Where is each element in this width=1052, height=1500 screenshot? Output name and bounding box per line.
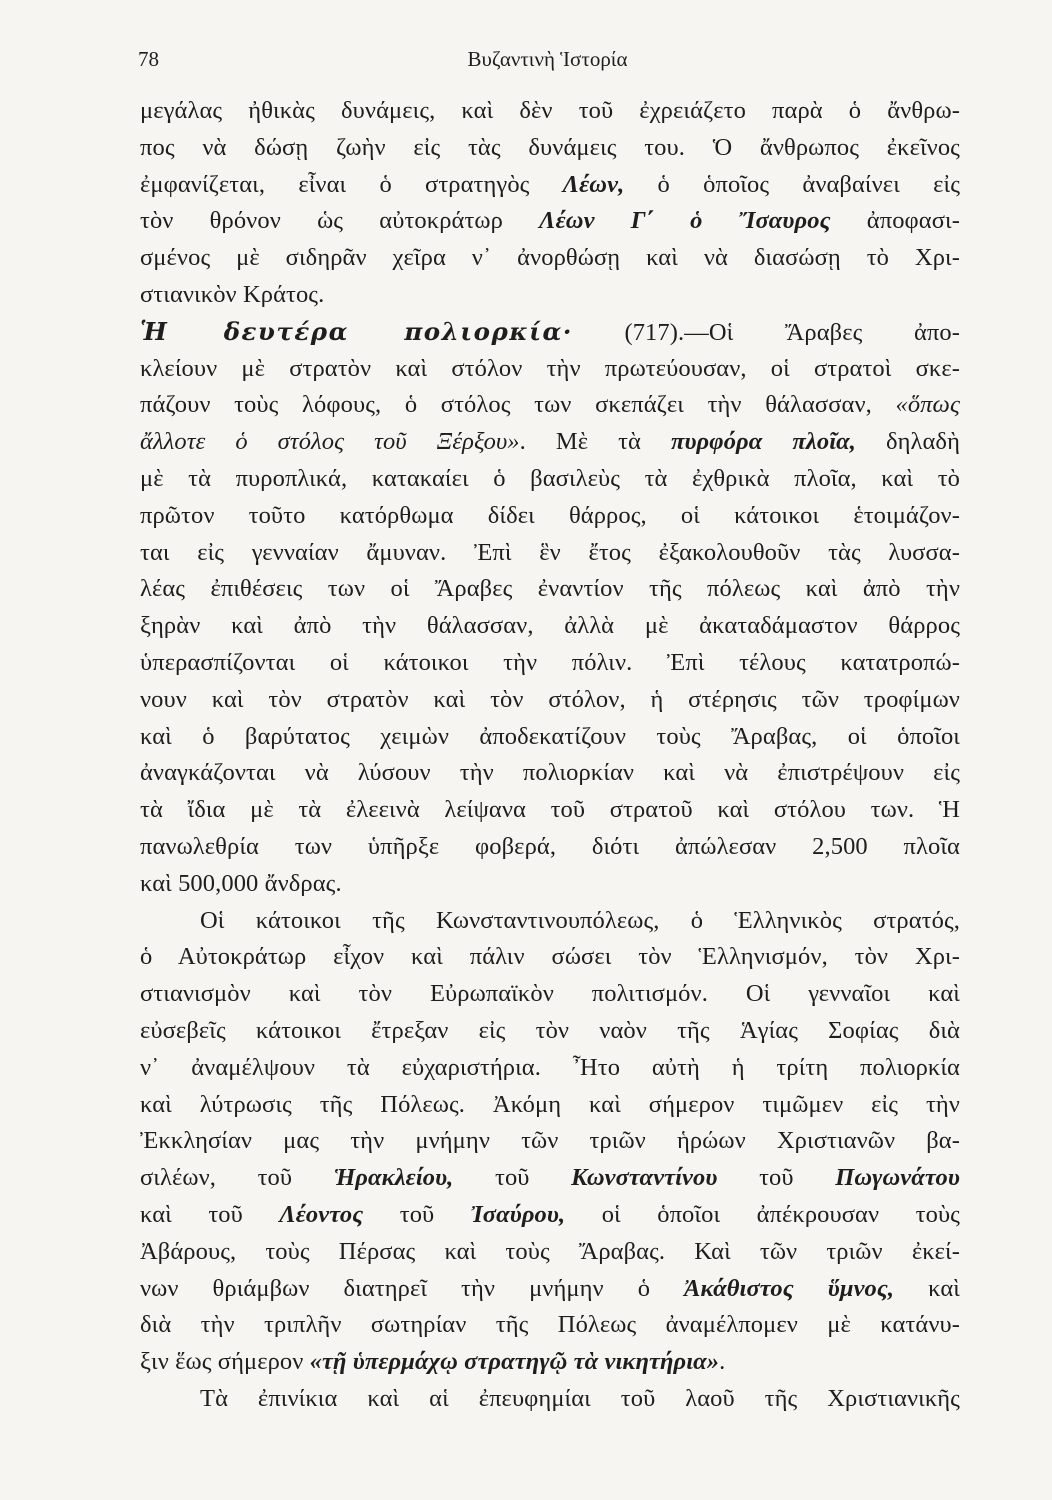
text-line: καὶ 500,000 ἄνδρας.: [140, 869, 342, 897]
text-line: μεγάλας ἠθικὰς δυνάμεις, καὶ δὲν τοῦ ἐχρειάζετο παρὰ ὁ ἄνθρω-: [140, 97, 960, 124]
text-line: Ἐκκλησίαν μας τὴν μνήμην τῶν τριῶν ἡρώων Χριστιανῶν βα-: [140, 1127, 960, 1155]
text-line: ται εἰς γενναίαν ἄμυναν. Ἐπὶ ἓν ἔτος ἐξακολουθοῦν τὰς λυσσα-: [140, 538, 960, 566]
text-line: πανωλεθρία των ὑπῆρξε φοβερά, διότι ἀπώλεσαν 2,500 πλοῖα: [140, 832, 960, 860]
emphasis: Κωνσταντίνου: [571, 1164, 718, 1192]
text-line: ὑπερασπίζονται οἱ κάτοικοι τὴν πόλιν. Ἐπὶ τέλους κατατροπώ-: [140, 648, 960, 676]
text-line: πρῶτον τοῦτο κατόρθωμα δίδει θάρρος, οἱ κάτοικοι ἑτοιμάζον-: [140, 501, 960, 529]
text-line: πάζουν τοὺς λόφους, ὁ στόλος των σκεπάζει τὴν θάλασσαν, «ὅπως: [140, 391, 960, 419]
emphasis: Λέων Γ΄ ὁ Ἴσαυρος: [539, 207, 831, 235]
text-line: στιανικὸν Κράτος.: [140, 280, 325, 308]
text-line: σμένος μὲ σιδηρᾶν χεῖρα ν᾽ ἀνορθώσῃ καὶ νὰ διασώσῃ τὸ Χρι-: [140, 244, 960, 272]
quotation: «ὅπως: [895, 391, 960, 419]
text-line: μὲ τὰ πυροπλικά, κατακαίει ὁ βασιλεὺς τὰ ἐχθρικὰ πλοῖα, καὶ τὸ: [140, 464, 960, 492]
quotation: «τῇ ὑπερμάχῳ στρατηγῷ τὰ νικητήρια»: [309, 1348, 720, 1376]
emphasis: Ἀκάθιστος ὕμνος,: [684, 1274, 895, 1302]
running-title: Βυζαντινὴ Ἱστορία: [467, 47, 628, 71]
text-line: εὐσεβεῖς κάτοικοι ἔτρεξαν εἰς τὸν ναὸν τῆς Ἁγίας Σοφίας διὰ: [140, 1016, 960, 1044]
text-line: ἀναγκάζονται νὰ λύσουν τὴν πολιορκίαν καὶ νὰ ἐπιστρέψουν εἰς: [140, 759, 960, 787]
text-line: τὸν θρόνον ὡς αὐτοκράτωρ Λέων Γ΄ ὁ Ἴσαυρος ἀποφασι-: [140, 207, 960, 235]
text-line: ἐμφανίζεται, εἶναι ὁ στρατηγὸς Λέων, ὁ ὁποῖος ἀναβαίνει εἰς: [140, 170, 960, 198]
text-line: στιανισμὸν καὶ τὸν Εὐρωπαϊκὸν πολιτισμόν. Οἱ γενναῖοι καὶ: [140, 980, 960, 1008]
text-line: ν᾽ ἀναμέλψουν τὰ εὐχαριστήρια. Ἦτο αὐτὴ ἡ τρίτη πολιορκία: [140, 1053, 960, 1081]
text-line: διὰ τὴν τριπλῆν σωτηρίαν τῆς Πόλεως ἀναμέλπομεν μὲ κατάνυ-: [140, 1311, 960, 1339]
emphasis: Ἰσαύρου,: [470, 1200, 566, 1228]
text-line: Οἱ κάτοικοι τῆς Κωνσταντινουπόλεως, ὁ Ἑλληνικὸς στρατός,: [200, 906, 960, 934]
section-heading-line: Ἡ δευτέρα πολιορκία· (717).—Οἱ Ἄραβες ἀπο-: [140, 316, 960, 346]
text-line: κλείουν μὲ στρατὸν καὶ στόλον τὴν πρωτεύουσαν, οἱ στρατοὶ σκε-: [140, 354, 960, 382]
text-line: νουν καὶ τὸν στρατὸν καὶ τὸν στόλον, ἡ στέρησις τῶν τροφίμων: [140, 685, 960, 713]
emphasis: Πωγωνάτου: [835, 1164, 960, 1192]
emphasis: Λέοντος: [279, 1200, 364, 1228]
text-line: ξιν ἕως σήμερον «τῇ ὑπερμάχῳ στρατηγῷ τὰ νικητήρια».: [140, 1348, 726, 1376]
page-number: 78: [138, 47, 159, 71]
body-text: [140, 93, 960, 1418]
text-line: καὶ λύτρωσις τῆς Πόλεως. Ἀκόμη καὶ σήμερον τιμῶμεν εἰς τὴν: [140, 1090, 960, 1118]
text-line: σιλέων, τοῦ Ἡρακλείου, τοῦ Κωνσταντίνου τοῦ Πωγωνάτου: [140, 1164, 960, 1192]
text-line: ἄλλοτε ὁ στόλος τοῦ Ξέρξου». Μὲ τὰ πυρφόρα πλοῖα, δηλαδὴ: [140, 428, 960, 456]
emphasis: Ἡρακλείου,: [333, 1164, 454, 1192]
text-line: Ἀβάρους, τοὺς Πέρσας καὶ τοὺς Ἄραβας. Καὶ τῶν τριῶν ἐκεί-: [140, 1237, 960, 1265]
quotation: ἄλλοτε ὁ στόλος τοῦ Ξέρξου»: [140, 428, 520, 456]
text-line: Τὰ ἐπινίκια καὶ αἱ ἐπευφημίαι τοῦ λαοῦ τῆς Χριστιανικῆς: [200, 1384, 960, 1412]
text-line: τὰ ἴδια μὲ τὰ ἐλεεινὰ λείψανα τοῦ στρατοῦ καὶ στόλου των. Ἡ: [140, 796, 960, 824]
text-line: λέας ἐπιθέσεις των οἱ Ἄραβες ἐναντίον τῆς πόλεως καὶ ἀπὸ τὴν: [140, 575, 960, 603]
running-header: [138, 47, 957, 77]
text-line: ξηρὰν καὶ ἀπὸ τὴν θάλασσαν, ἀλλὰ μὲ ἀκαταδάμαστον θάρρος: [140, 612, 960, 640]
section-heading: Ἡ δευτέρα πολιορκία·: [140, 316, 573, 346]
text-line: πος νὰ δώσῃ ζωὴν εἰς τὰς δυνάμεις του. Ὁ ἄνθρωπος ἐκεῖνος: [140, 133, 960, 161]
emphasis: Λέων,: [562, 170, 625, 198]
text-line: ὁ Αὐτοκράτωρ εἶχον καὶ πάλιν σώσει τὸν Ἑλληνισμόν, τὸν Χρι-: [140, 943, 960, 971]
text-line: νων θριάμβων διατηρεῖ τὴν μνήμην ὁ Ἀκάθιστος ὕμνος, καὶ: [140, 1274, 960, 1302]
text-line: καὶ ὁ βαρύτατος χειμὼν ἀποδεκατίζουν τοὺς Ἄραβας, οἱ ὁποῖοι: [140, 722, 960, 750]
text-line: καὶ τοῦ Λέοντος τοῦ Ἰσαύρου, οἱ ὁποῖοι ἀπέκρουσαν τοὺς: [140, 1200, 960, 1228]
emphasis: πυρφόρα πλοῖα,: [670, 428, 856, 456]
